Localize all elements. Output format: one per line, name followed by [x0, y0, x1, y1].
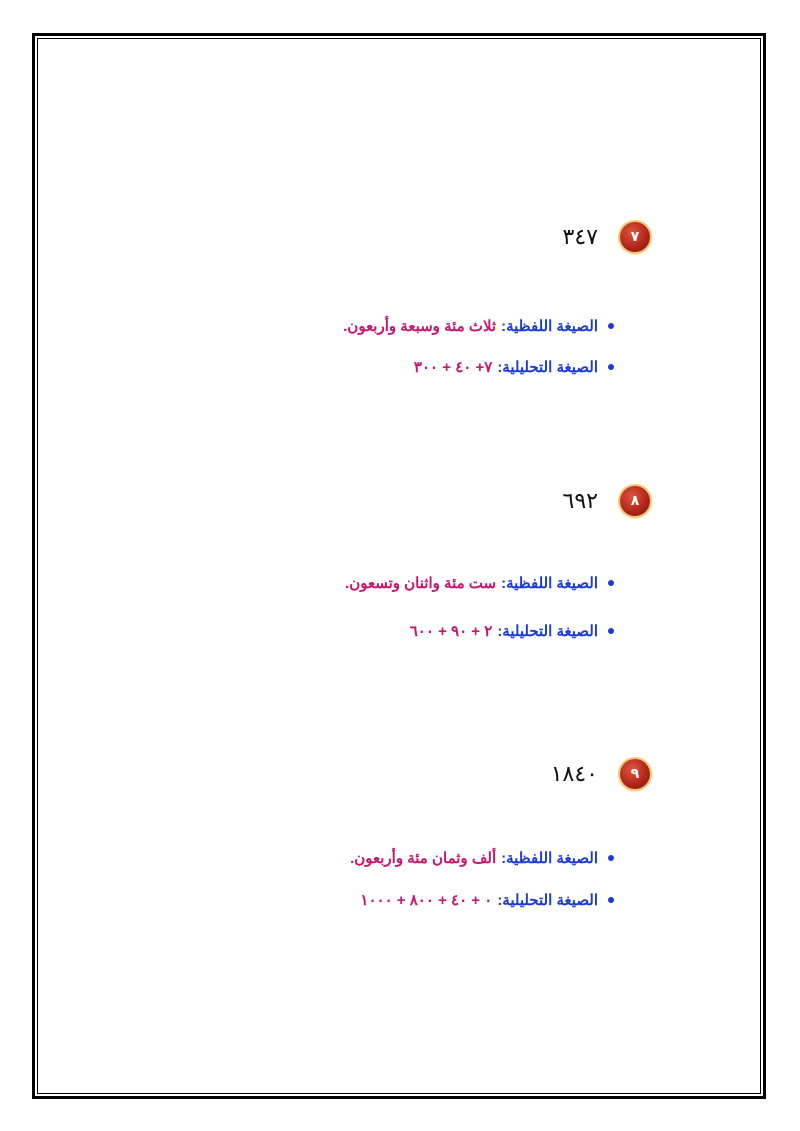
word-form-line	[350, 846, 614, 870]
expanded-form-line	[414, 355, 614, 379]
expanded-form-label: الصيغة التحليلية:	[497, 892, 598, 909]
page-border-inner	[37, 38, 761, 1094]
problem-number: ١٨٤٠	[550, 761, 598, 787]
expanded-form-label: الصيغة التحليلية:	[497, 359, 598, 376]
problem-number: ٣٤٧	[562, 224, 598, 250]
word-form-label: الصيغة اللفظية:	[501, 850, 598, 867]
problem-badge: ٨	[620, 486, 650, 516]
word-form-line	[345, 571, 614, 595]
bullet-icon	[608, 628, 614, 634]
problem-7-header	[563, 217, 650, 257]
word-form-label: الصيغة اللفظية:	[501, 575, 598, 592]
expanded-form-line	[410, 619, 614, 643]
problem-badge: ٧	[620, 222, 650, 252]
problem-badge: ٩	[620, 759, 650, 789]
bullet-icon	[608, 580, 614, 586]
word-form-value: ثلاث مئة وسبعة وأربعون.	[343, 318, 497, 335]
problem-number: ٦٩٢	[562, 488, 598, 514]
word-form-label: الصيغة اللفظية:	[501, 318, 598, 335]
problem-8-header	[563, 481, 650, 521]
bullet-icon	[608, 897, 614, 903]
bullet-icon	[608, 364, 614, 370]
problem-9-header	[551, 754, 650, 794]
bullet-icon	[608, 855, 614, 861]
word-form-line	[343, 314, 614, 338]
expanded-form-value: ٢ + ٩٠ + ٦٠٠	[409, 623, 493, 640]
expanded-form-value: ٠ + ٤٠ + ٨٠٠ + ١٠٠٠	[360, 892, 493, 909]
bullet-icon	[608, 323, 614, 329]
expanded-form-label: الصيغة التحليلية:	[497, 623, 598, 640]
word-form-value: ست مئة واثنان وتسعون.	[345, 575, 497, 592]
expanded-form-line	[360, 888, 614, 912]
word-form-value: ألف وثمان مئة وأربعون.	[350, 850, 497, 867]
expanded-form-value: ٧+ ٤٠ + ٣٠٠	[413, 359, 493, 376]
